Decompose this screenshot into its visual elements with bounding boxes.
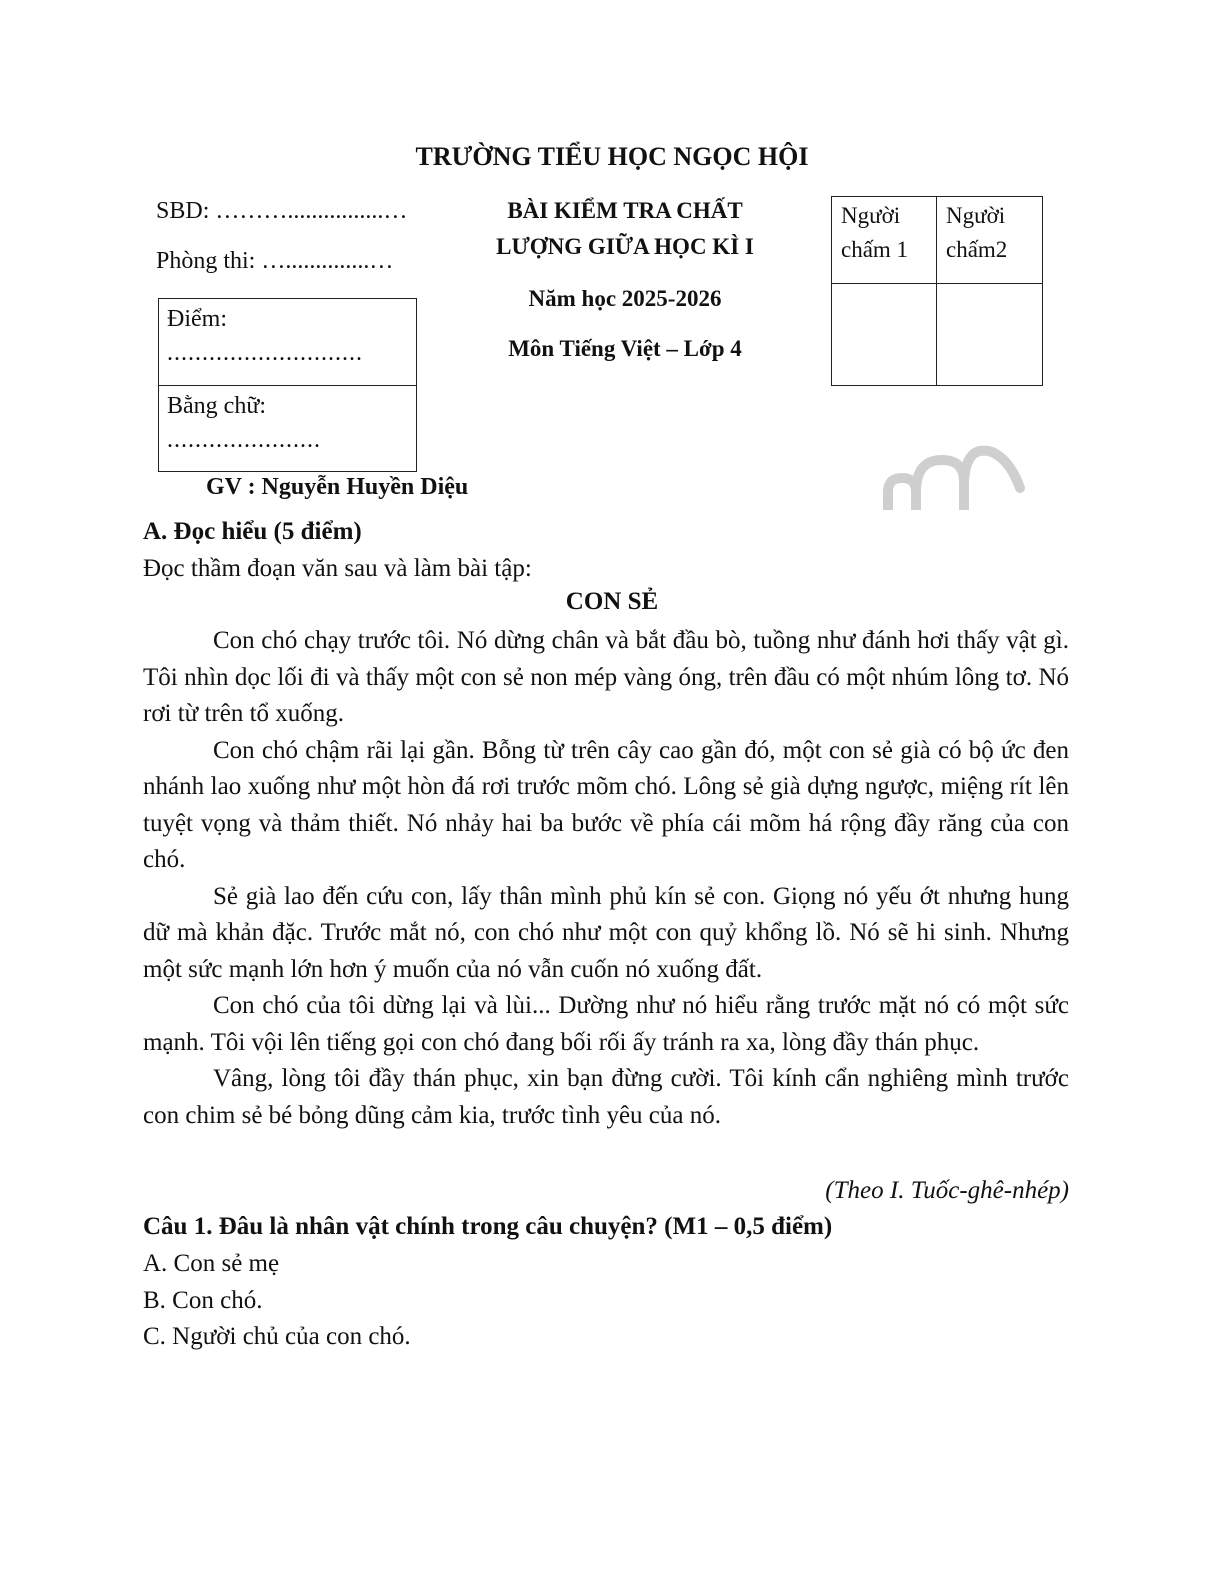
story-paragraph: Con chó của tôi dừng lại và lùi... Dường như nó hiểu rằng trước mặt nó có một sức mạnh. Tôi vội lên tiếng gọi con chó đang bối rối ấy tránh ra xa, lòng đầy thán phục. — [143, 992, 1069, 1056]
story-text — [143, 623, 1069, 1134]
story-paragraph: Con chó chạy trước tôi. Nó dừng chân và bắt đầu bò, tuồng như đánh hơi thấy vật gì. Tôi nhìn dọc lối đi và thấy một con sẻ non mép vàng óng, trên đầu có một nhúm lông tơ. Nó rơi từ trên tổ xuống. — [143, 627, 1069, 727]
grader2-signature-cell — [937, 283, 1042, 385]
score-box — [158, 298, 417, 472]
score-label: Điểm: — [167, 306, 227, 332]
candidate-number-field: SBD: ………................… — [156, 198, 408, 224]
score-dots: ............................ — [167, 340, 363, 366]
grader1-signature-cell — [832, 283, 937, 385]
question-1-options — [143, 1246, 1069, 1356]
exam-room-field: Phòng thi: …..............… — [156, 248, 394, 274]
section-a-heading: A. Đọc hiểu (5 điểm) — [143, 518, 362, 545]
score-in-words-label: Bằng chữ: — [167, 393, 266, 419]
story-title: CON SẺ — [565, 588, 659, 615]
teacher-name: GV : Nguyễn Huyền Diệu — [206, 474, 469, 500]
score-cell — [159, 299, 416, 385]
story-paragraph: Con chó chậm rãi lại gần. Bỗng từ trên cây cao gần đó, một con sẻ già có bộ ức đen nhánh lao xuống như một hòn đá rơi trước mõm chó. Lông sẻ già dựng ngược, miệng rít lên tuyệt vọng và thảm thiết. Nó nhảy hai ba bước về phía cái mõm há rộng đầy răng của con chó. — [143, 736, 1069, 873]
grader1-header: Người chấm 1 — [832, 197, 937, 283]
story-paragraph: Vâng, lòng tôi đầy thán phục, xin bạn đừng cười. Tôi kính cẩn nghiêng mình trước con chim sẻ bé bỏng dũng cảm kia, trước tình yêu của nó. — [143, 1065, 1069, 1129]
option-a: A. Con sẻ mẹ — [143, 1250, 280, 1277]
reading-instruction: Đọc thầm đoạn văn sau và làm bài tập: — [143, 555, 532, 582]
option-c: C. Người chủ của con chó. — [143, 1323, 411, 1350]
subject: Môn Tiếng Việt – Lớp 4 — [508, 336, 742, 361]
exam-title-line2: LƯỢNG GIỮA HỌC KÌ I — [496, 234, 754, 259]
story-source: (Theo I. Tuốc-ghê-nhép) — [825, 1177, 1069, 1204]
school-year: Năm học 2025-2026 — [528, 286, 722, 311]
score-in-words-cell — [159, 385, 416, 471]
grader-table — [831, 196, 1043, 386]
watermark-logo — [880, 430, 1030, 510]
school-name: TRƯỜNG TIỂU HỌC NGỌC HỘI — [415, 142, 809, 171]
grader2-header: Người chấm2 — [946, 203, 1008, 262]
story-paragraph: Sẻ già lao đến cứu con, lấy thân mình phủ kín sẻ con. Giọng nó yếu ớt nhưng hung dữ mà khản đặc. Trước mắt nó, con chó như một con quỷ khổng lồ. Nó sẽ hi sinh. Nhưng một sức mạnh lớn hơn ý muốn của nó vẫn cuốn nó xuống đất. — [143, 882, 1069, 983]
score-in-words-dots: ...................... — [167, 427, 321, 453]
exam-title-line1: BÀI KIỂM TRA CHẤT — [507, 198, 743, 223]
question-1: Câu 1. Đâu là nhân vật chính trong câu chuyện? (M1 – 0,5 điểm) — [143, 1213, 833, 1240]
option-b: B. Con chó. — [143, 1286, 263, 1314]
